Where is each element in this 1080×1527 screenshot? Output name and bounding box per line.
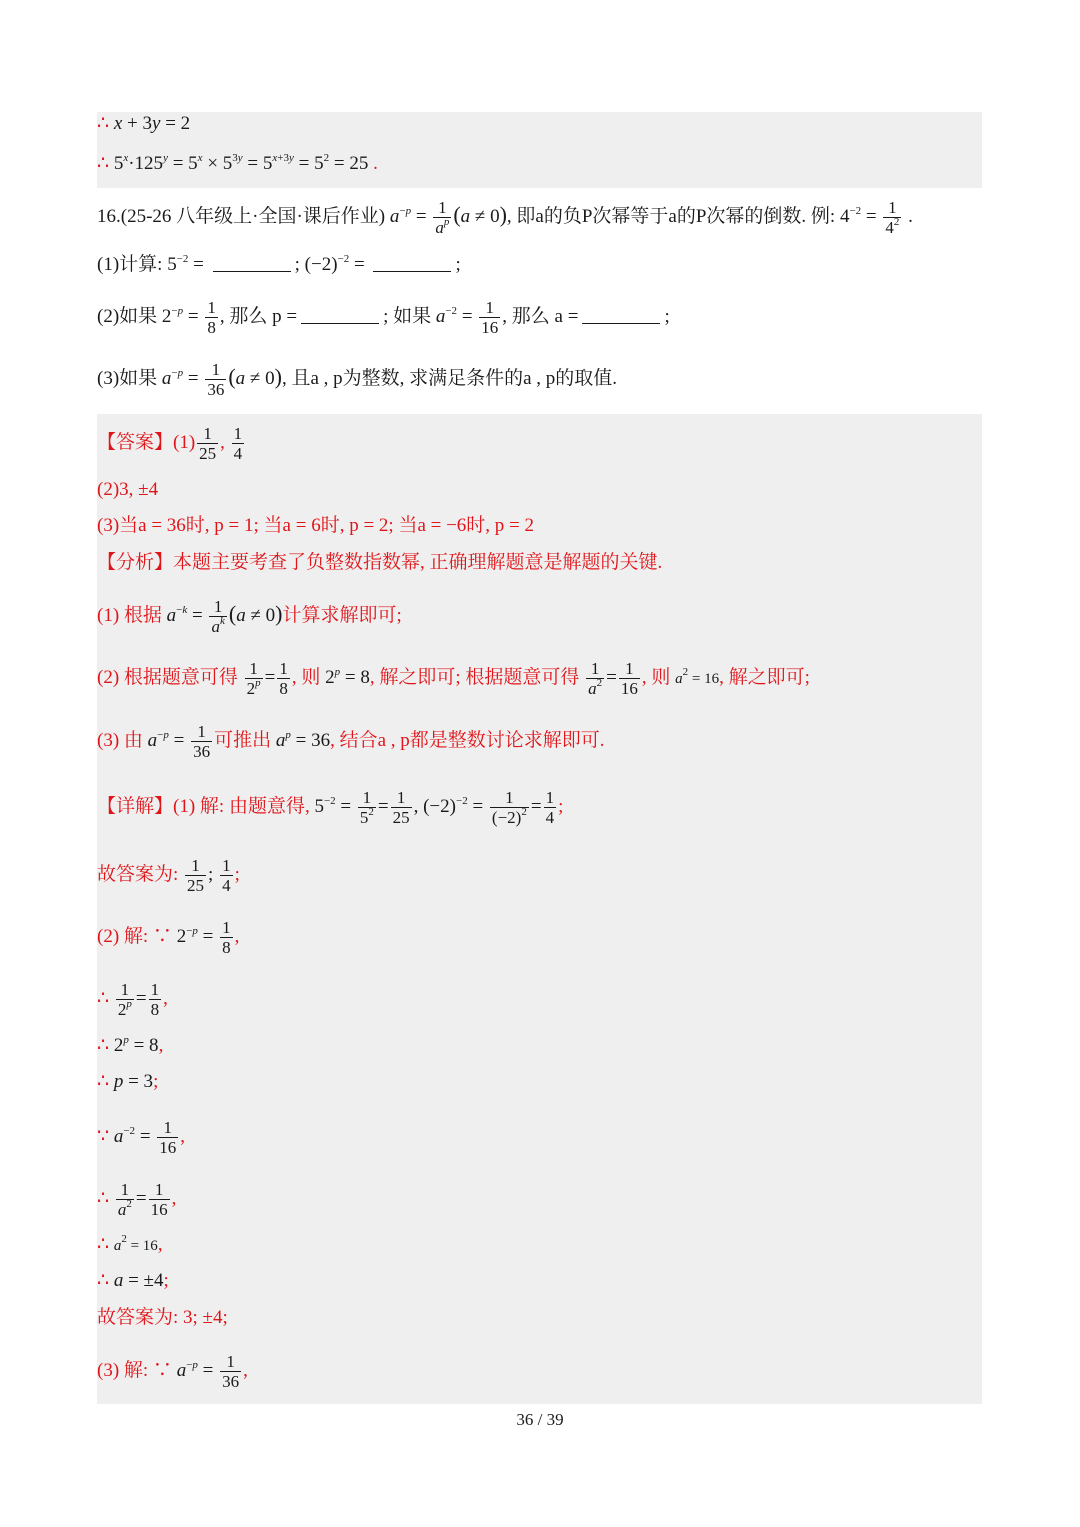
answer-blank <box>301 305 379 324</box>
part2-label: (2)如果 <box>97 305 158 327</box>
detail-step: ∴ $\frac{1}{a^2}$ = $\frac{1}{16}$ , <box>97 1180 177 1219</box>
part1-label: (1)计算: <box>97 254 163 275</box>
question-number: 16. <box>97 205 121 227</box>
analysis-step3-suffix: , 结合a , p都是整数讨论求解即可. <box>330 729 605 751</box>
analysis-tag: 【分析】 <box>97 552 174 573</box>
analysis-step2-mid2: , 解之即可; 根据题意可得 <box>369 666 580 688</box>
part3-text: , 且a , p为整数, 求满足条件的a , p的取值. <box>281 367 618 389</box>
part2-end: , 那么 a = <box>502 305 579 327</box>
detail-step: ∵ $a^{-2}$ = $\frac{1}{16}$ , <box>97 1118 186 1157</box>
detail-part1-intro: (1) 解: 由题意得, <box>173 795 310 817</box>
question-16-stem: 16.(25-26 八年级上·全国·课后作业) $a^{-p}$ = $\frac{1}{a^p}$ (a ≠ 0), 即a的负P次幂等于a的P次幂的倒数. 例: $4^{-2}$ = $\frac{1}{4^2}$ . <box>97 198 913 237</box>
detail-tag: 【详解】 <box>97 795 174 817</box>
detail-part3-intro-text: (3) 解: ∵ <box>97 1359 172 1381</box>
analysis-step-3: (3) 由 $a^{-p}$ = $\frac{1}{36}$ 可推出 $a^p = 36$, 结合a , p都是整数讨论求解即可. <box>97 722 605 761</box>
part2-mid2: ; 如果 <box>383 305 432 327</box>
detail-step: ∴ a = ±4; <box>97 1270 169 1291</box>
analysis-step1-prefix: (1) 根据 <box>97 604 162 626</box>
answer-line-3: (3)当a = 36时, p = 1; 当a = 6时, p = 2; 当a = −6时, p = 2 <box>97 515 535 536</box>
answer-blank <box>373 253 451 272</box>
detail-step: ∴ $a^2 = 16$, <box>97 1233 163 1255</box>
detail-step: ∴ $\frac{1}{2^p}$ = $\frac{1}{8}$ , <box>97 980 168 1019</box>
detail-part-2-intro: (2) 解: ∵ $2^{-p}$ = $\frac{1}{8}$ , <box>97 918 240 957</box>
answer-line-2: (2)3, ±4 <box>97 479 159 500</box>
question-part-1: (1)计算: $5^{-2}$ = ; $(-2)^{-2}$ = ; <box>97 253 461 275</box>
detail-answer1-label: 故答案为: <box>97 863 179 885</box>
analysis-summary <box>97 550 662 576</box>
page-number: 36 / 39 <box>516 1410 564 1429</box>
therefore-line-1: ∴ x + 3y = 2 <box>97 113 191 134</box>
analysis-step-2: (2) 根据题意可得 $\frac{1}{2^p}$ = $\frac{1}{8}$ , 则 $2^p = 8$, 解之即可; 根据题意可得 $\frac{1}{a^2}$ = $\frac{1}{16}$ , 则 $a^2 = 16$, 解之即可; <box>97 659 810 698</box>
question-part-2: (2)如果 $2^{-p}$ = $\frac{1}{8}$ , 那么 p = ; 如果 $a^{-2}$ = $\frac{1}{16}$ , 那么 a = ; <box>97 298 670 337</box>
answer-part1-prefix: (1) <box>173 431 196 453</box>
answer-blank <box>213 253 291 272</box>
detail-part2-intro-text: (2) 解: ∵ <box>97 925 172 947</box>
analysis-step3-prefix: (3) 由 <box>97 729 143 751</box>
answer-blank <box>582 305 660 324</box>
question-source: (25-26 八年级上·全国·课后作业) <box>120 205 386 227</box>
question-stem-text: 即a的负P次幂等于a的P次幂的倒数. 例: <box>516 205 836 227</box>
analysis-step2-suffix: , 解之即可; <box>719 666 810 688</box>
detail-answer-2: 故答案为: 3; ±4; <box>97 1307 228 1328</box>
part2-mid: , 那么 p = <box>219 305 298 327</box>
question-part-3: (3)如果 $a^{-p}$ = $\frac{1}{36}$ (a ≠ 0), 且a , p为整数, 求满足条件的a , p的取值. <box>97 360 618 399</box>
answer-tag: 【答案】 <box>97 431 174 453</box>
analysis-step1-suffix: 计算求解即可; <box>282 604 402 626</box>
detail-step: ∴ $2^p = 8$, <box>97 1034 164 1056</box>
answer-line-1: 【答案】(1) $\frac{1}{25}$ , $\frac{1}{4}$ <box>97 424 243 463</box>
detail-answer-1: 故答案为: $\frac{1}{25}$ ; $\frac{1}{4}$ ; <box>97 856 240 895</box>
detail-part-3-intro: (3) 解: ∵ $a^{-p}$ = $\frac{1}{36}$ , <box>97 1352 248 1391</box>
detail-step: ∴ p = 3; <box>97 1071 159 1092</box>
analysis-step2-prefix: (2) 根据题意可得 <box>97 666 238 688</box>
analysis-step-1: (1) 根据 $a^{-k}$ = $\frac{1}{a^k}$ (a ≠ 0)计算求解即可; <box>97 597 402 636</box>
part3-label: (3)如果 <box>97 367 158 389</box>
detail-part-1: 【详解】(1) 解: 由题意得, $5^{-2}$ = $\frac{1}{5^2}$ = $\frac{1}{25}$ , $(-2)^{-2}$ = $\frac{1}{(-2)^2}$ = $\frac{1}{4}$ ; <box>97 788 564 827</box>
analysis-summary-text: 本题主要考查了负整数指数幂, 正确理解题意是解题的关键. <box>173 552 663 573</box>
analysis-step2-mid: , 则 <box>291 666 321 688</box>
analysis-step2-mid3: , 则 <box>641 666 671 688</box>
therefore-line-2: ∴ $5^x\cdot 125^y = 5^x \times 5^{3y} = 5^{x+3y} = 5^2 = 25$ . <box>97 152 378 174</box>
analysis-step3-mid: 可推出 <box>214 729 272 751</box>
